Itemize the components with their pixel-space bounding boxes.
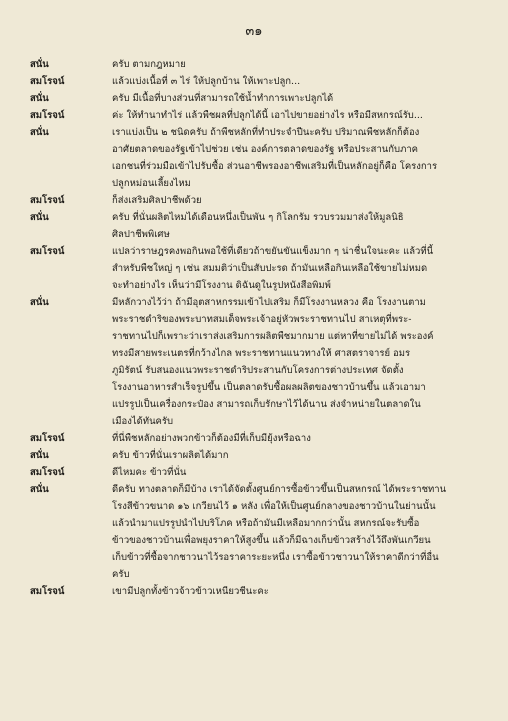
transcript-entry <box>0 447 508 464</box>
speaker-name: สมโรจน์ <box>30 195 65 206</box>
speech-line: โรงงานอาหารสำเร็จรูปขึ้น เป็นตลาดรับซื้อผลผลิตของชาวบ้านขึ้น แล้วเอามา <box>112 382 426 393</box>
speech-line: ดีไหมคะ ข้าวที่นั่น <box>112 467 187 478</box>
speech-line: ก็ส่งเสริมศิลปาชีพด้วย <box>112 195 202 206</box>
speaker-name: สนั่น <box>30 450 49 461</box>
speaker-name: สมโรจน์ <box>30 110 65 121</box>
speech-line: เราแบ่งเป็น ๒ ชนิดครับ ถ้าพืชหลักที่ทำประจำปีนะครับ ปริมาณพืชหลักก็ต้อง <box>112 127 420 138</box>
speaker-name: สมโรจน์ <box>30 433 65 444</box>
transcript-entry <box>0 583 508 600</box>
speaker-name: สนั่น <box>30 484 49 495</box>
transcript-entry <box>0 430 508 447</box>
speech-line: ดีครับ ทางตลาดก็มีบ้าง เราได้จัดตั้งศูนย์การซื้อข้าวขึ้นเป็นสหกรณ์ ได้พระราชทาน <box>112 484 447 495</box>
speech-line: ที่นี่พืชหลักอย่างพวกข้าวก็ต้องมีที่เก็บมียุ้งหรือฉาง <box>112 433 311 444</box>
speech-line: ภูมิรัตน์ รับสนองแนวพระราชดำริประสานกับโครงการต่างประเทศ จัดตั้ง <box>112 365 404 376</box>
speech-line: ครับ ตามกฎหมาย <box>112 59 186 70</box>
transcript-entry <box>0 464 508 481</box>
speech-line: แล้วนำมาแปรรูปนำไปบริโภค หรือถ้ามันมีเหลือมากกว่านั้น สหกรณ์จะรับซื้อ <box>112 518 420 529</box>
transcript-entry <box>0 192 508 209</box>
transcript-entry <box>0 124 508 192</box>
speech-line: ศิลปาชีพพิเศษ <box>112 229 170 240</box>
interview-transcript <box>0 56 508 600</box>
speech-line: ครับ <box>112 569 130 580</box>
transcript-entry <box>0 73 508 90</box>
speech-line: สำหรับพืชใหญ่ ๆ เช่น สมมติว่าเป็นสับปะรด ถ้ามันเหลือกินเหลือใช้ขายไม่หมด <box>112 263 428 274</box>
speaker-name: สนั่น <box>30 127 49 138</box>
speaker-name: สนั่น <box>30 59 49 70</box>
speech-line: แปลว่าราษฎรคงพอกินพอใช้ที่เดียวถ้าขยันขันแข็งมาก ๆ น่าชื่นใจนะคะ แล้วที่นี้ <box>112 246 434 257</box>
transcript-entry <box>0 209 508 243</box>
transcript-entry <box>0 481 508 583</box>
speech-line: เอกชนที่ร่วมมือเข้าไปรับซื้อ ส่วนอาชีพรองอาชีพเสริมที่เป็นหลักอยู่ก็คือ โครงการ <box>112 161 438 172</box>
speech-line: แล้วแบ่งเนื้อที่ ๓ ไร่ ให้ปลูกบ้าน ให้เพาะปลูก... <box>112 76 301 87</box>
speaker-name: สมโรจน์ <box>30 76 65 87</box>
speech-line: ค่ะ ให้ทำนาทำไร่ แล้วพืชผลที่ปลูกได้นี้ เอาไปขายอย่างไร หรือมีสหกรณ์รับ... <box>112 110 423 121</box>
speaker-name: สมโรจน์ <box>30 467 65 478</box>
speech-line: ปลูกหม่อนเลี้ยงไหม <box>112 178 191 189</box>
speech-line: เขามีปลูกทั้งข้าวจ้าวข้าวเหนียวชีนะคะ <box>112 586 269 597</box>
speech-line: เมืองได้ทันครับ <box>112 416 174 427</box>
speech-line: เก็บข้าวที่ซื้อจากชาวนาไว้รอราคาระยะหนึ่ง เราซื้อข้าวชาวนาให้ราคาดีกว่าที่อื่น <box>112 552 439 563</box>
speaker-name: สมโรจน์ <box>30 586 65 597</box>
speech-line: พระราชดำริของพระบาทสมเด็จพระเจ้าอยู่หัวพระราชทานไป สาเหตุที่พระ- <box>112 314 412 325</box>
speech-line: ข้าวของชาวบ้านเพื่อพยุงราคาให้สูงขึ้น แล้วก็มีฉางเก็บข้าวสร้างไว้ถึงพันเกวียน <box>112 535 431 546</box>
speech-line: จะทำอย่างไร เห็นว่ามีโรงงาน ดิฉันดูในรูปหนังสือพิมพ์ <box>112 280 331 291</box>
speech-line: อาศัยตลาดของรัฐเข้าไปช่วย เช่น องค์การตลาดของรัฐ หรือประสานกับภาค <box>112 144 419 155</box>
speaker-name: สนั่น <box>30 297 49 308</box>
speaker-name: สนั่น <box>30 212 49 223</box>
speech-line: แปรรูปเป็นเครื่องกระป๋อง สามารถเก็บรักษาไว้ได้นาน ส่งจำหน่ายในตลาดใน <box>112 399 421 410</box>
transcript-entry <box>0 56 508 73</box>
speech-line: ครับ ที่นั่นผลิตไหมได้เดือนหนึ่งเป็นพัน ๆ กิโลกรัม รวบรวมมาส่งให้มูลนิธิ <box>112 212 404 223</box>
speech-line: ครับ มีเนื้อที่บางส่วนที่สามารถใช้น้ำทำการเพาะปลูกได้ <box>112 93 334 104</box>
speaker-name: สนั่น <box>30 93 49 104</box>
transcript-entry <box>0 107 508 124</box>
speech-line: ราชทานไปก็เพราะว่าเราส่งเสริมการผลิตพืชมากมาย แต่หาที่ขายไม่ได้ พระองค์ <box>112 331 434 342</box>
transcript-entry <box>0 243 508 294</box>
speech-line: ครับ ข้าวที่นั่นเราผลิตได้มาก <box>112 450 229 461</box>
speech-line: โรงสีข้าวขนาด ๑๖ เกวียนไว้ ๑ หลัง เพื่อให้เป็นศูนย์กลางของชาวบ้านในย่านนั้น <box>112 501 436 512</box>
speech-line: ทรงมีสายพระเนตรที่กว้างไกล พระราชทานแนวทางให้ ศาสตราจารย์ อมร <box>112 348 411 359</box>
speaker-name: สมโรจน์ <box>30 246 65 257</box>
speech-line: มีหลักวางไว้ว่า ถ้ามีอุตสาหกรรมเข้าไปเสริม ก็มีโรงงานหลวง คือ โรงงานตาม <box>112 297 426 308</box>
transcript-entry <box>0 90 508 107</box>
page-number: ๓๑ <box>245 24 263 39</box>
transcript-entry <box>0 294 508 430</box>
